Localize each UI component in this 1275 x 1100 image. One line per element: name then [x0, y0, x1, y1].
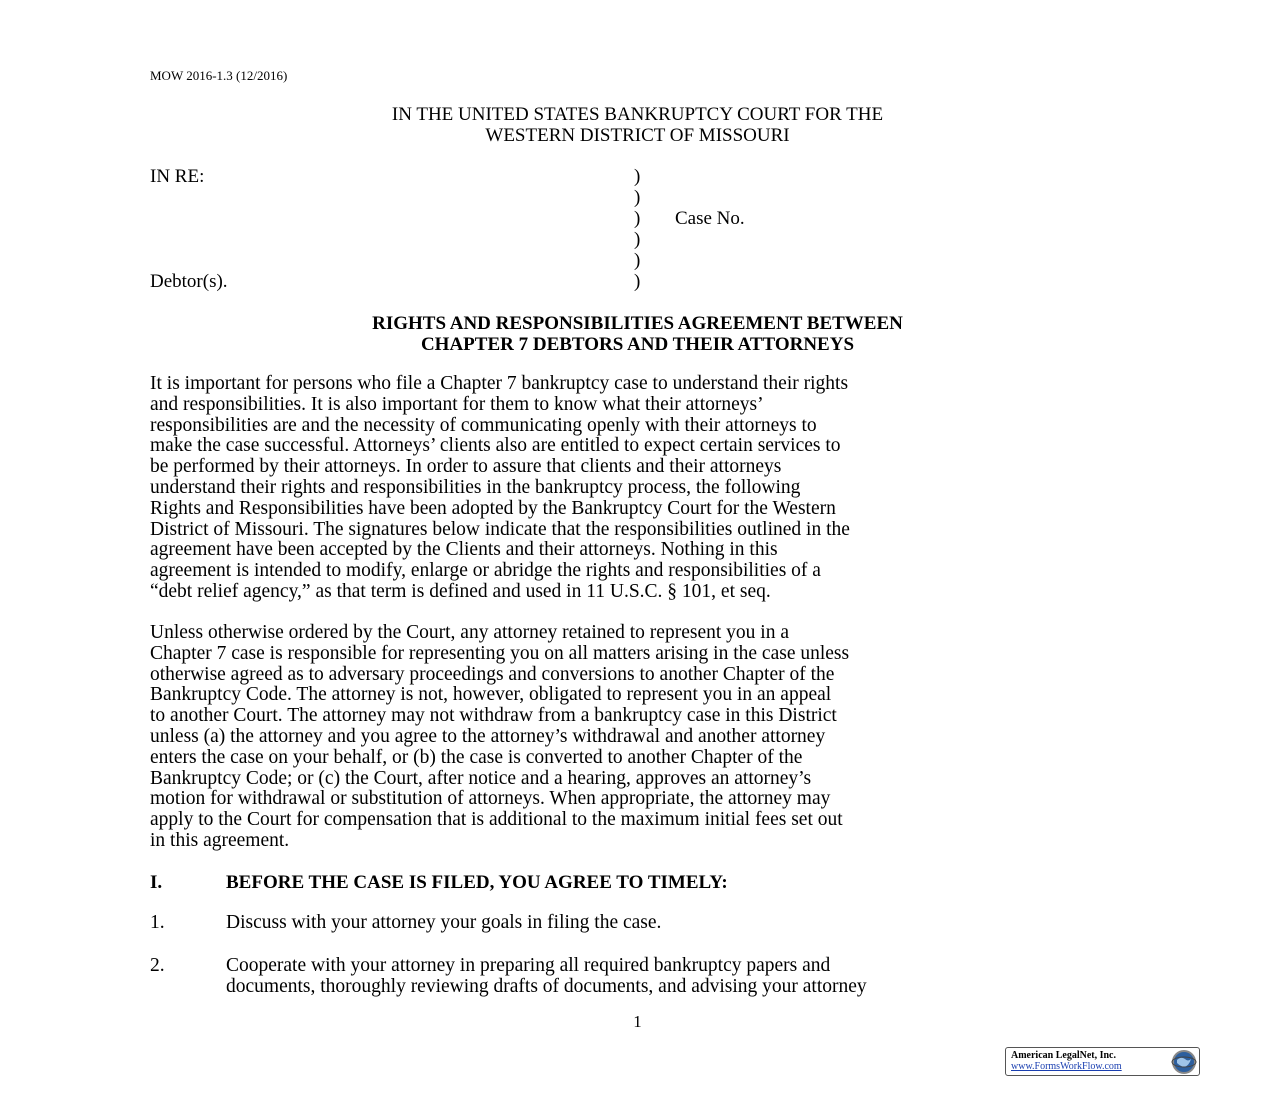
paragraph-line: motion for withdrawal or substitution of attorneys. When appropriate, the attorney may	[150, 788, 831, 810]
section-number: I.	[150, 872, 163, 893]
badge-company: American LegalNet, Inc.	[1011, 1050, 1116, 1061]
court-heading	[0, 104, 1275, 146]
document-title	[0, 313, 1275, 355]
paragraph-line: to another Court. The attorney may not withdraw from a bankruptcy case in this District	[150, 705, 837, 727]
paragraph-line: make the case successful. Attorneys’ clients also are entitled to expect certain services to	[150, 435, 841, 457]
paragraph-line: and responsibilities. It is also important for them to know what their attorneys’	[150, 393, 764, 415]
intro-paragraph	[150, 374, 850, 603]
case-number-label: Case No.	[675, 208, 745, 229]
item-line: documents, thoroughly reviewing drafts of documents, and advising your attorney	[226, 975, 867, 997]
court-line-1: IN THE UNITED STATES BANKRUPTCY COURT FOR THE	[391, 104, 884, 125]
badge-url-link[interactable]: www.FormsWorkFlow.com	[1011, 1061, 1122, 1072]
paragraph-line: enters the case on your behalf, or (b) the case is converted to another Chapter of the	[150, 746, 803, 768]
paragraph-line: unless (a) the attorney and you agree to the attorney’s withdrawal and another attorney	[150, 725, 826, 747]
paragraph-line: Unless otherwise ordered by the Court, any attorney retained to represent you in a	[150, 622, 789, 643]
paragraph-line: It is important for persons who file a Chapter 7 bankruptcy case to understand their rights	[150, 373, 849, 394]
item-text	[226, 956, 867, 998]
paragraph-line: Rights and Responsibilities have been adopted by the Bankruptcy Court for the Western	[150, 497, 836, 519]
caption-paren-column	[634, 166, 640, 292]
title-line-1: RIGHTS AND RESPONSIBILITIES AGREEMENT BETWEEN	[372, 313, 903, 334]
case-caption	[150, 166, 850, 292]
form-id: MOW 2016-1.3 (12/2016)	[150, 68, 288, 83]
globe-logo-icon	[1171, 1049, 1197, 1075]
paragraph-line: Chapter 7 case is responsible for representing you on all matters arising in the case unless	[150, 642, 850, 664]
item-line: Cooperate with your attorney in preparing all required bankruptcy papers and	[226, 955, 831, 976]
paragraph-line: apply to the Court for compensation that is additional to the maximum initial fees set out	[150, 809, 843, 831]
item-text: Discuss with your attorney your goals in filing the case.	[226, 912, 662, 933]
item-number: 1.	[150, 912, 165, 933]
paragraph-line: agreement have been accepted by the Clients and their attorneys. Nothing in this	[150, 539, 778, 561]
caption-paren: )	[634, 229, 641, 250]
american-legalnet-badge[interactable]	[1005, 1047, 1200, 1076]
paragraph-line: be performed by their attorneys. In order to assure that clients and their attorneys	[150, 456, 782, 478]
paragraph-line: in this agreement.	[150, 829, 290, 851]
paragraph-line: Bankruptcy Code; or (c) the Court, after notice and a hearing, approves an attorney’s	[150, 767, 812, 789]
title-line-2: CHAPTER 7 DEBTORS AND THEIR ATTORNEYS	[420, 334, 855, 355]
representation-paragraph	[150, 623, 849, 852]
paragraph-line: otherwise agreed as to adversary proceedings and conversions to another Chapter of the	[150, 663, 835, 685]
section-title: BEFORE THE CASE IS FILED, YOU AGREE TO TIMELY:	[226, 872, 728, 893]
item-number: 2.	[150, 955, 165, 976]
paragraph-line: District of Missouri. The signatures below indicate that the responsibilities outlined in the	[150, 518, 850, 540]
court-line-2: WESTERN DISTRICT OF MISSOURI	[485, 125, 790, 146]
in-re-label: IN RE:	[150, 166, 205, 187]
paragraph-line: “debt relief agency,” as that term is defined and used in 11 U.S.C. § 101, et seq.	[150, 580, 771, 602]
paragraph-line: responsibilities are and the necessity of communicating openly with their attorneys to	[150, 414, 817, 436]
paragraph-line: Bankruptcy Code. The attorney is not, however, obligated to represent you in an appeal	[150, 684, 832, 706]
caption-paren: )	[634, 208, 641, 229]
page-number: 1	[633, 1012, 642, 1031]
caption-paren: )	[634, 250, 641, 271]
caption-paren: )	[634, 166, 641, 187]
paragraph-line: understand their rights and responsibilities in the bankruptcy process, the following	[150, 476, 801, 498]
caption-paren: )	[634, 271, 641, 292]
paragraph-line: agreement is intended to modify, enlarge or abridge the rights and responsibilities of a	[150, 560, 821, 582]
caption-paren: )	[634, 187, 641, 208]
debtor-label: Debtor(s).	[150, 271, 228, 292]
